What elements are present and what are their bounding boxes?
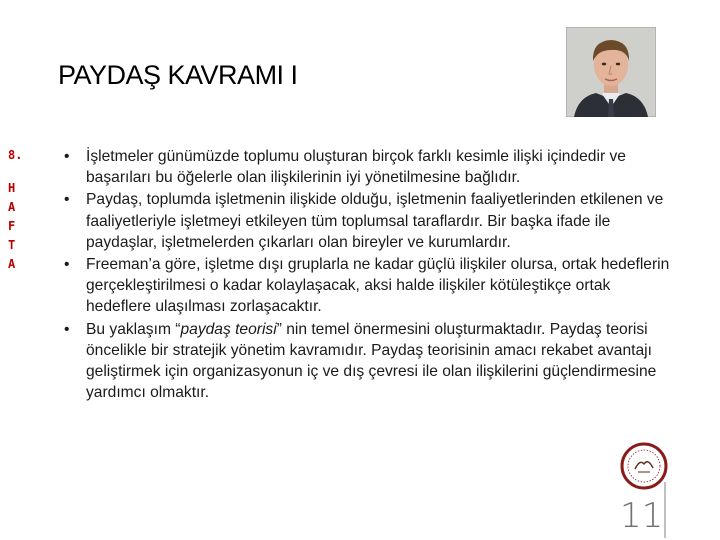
sidebar-letter: A	[8, 200, 16, 214]
bullet-icon: •	[64, 320, 70, 338]
bullet-text: İşletmeler günümüzde toplumu oluşturan birçok farklı kesimle ilişki içindedir ve başarıları bu öğelerle olan ilişkilerinin iyi yönetilmesine bağlıdır.	[86, 148, 626, 187]
page-number: 11	[620, 496, 664, 536]
bullet-item	[58, 254, 678, 318]
page-number-divider	[664, 482, 666, 538]
bullet-icon: •	[64, 256, 70, 274]
bullet-text-start: Bu yaklaşım “	[86, 320, 181, 338]
sidebar-letter: H	[8, 181, 16, 195]
bullet-icon: •	[64, 148, 70, 165]
bullet-text-end: ” nin temel önermesini oluşturmaktadır. Paydaş teorisi öncelikle bir stratejik yönetim kavramıdır. Paydaş teorisinin amacı rekabet avantajı geliştirmek için organizasyonun iç ve dış çevresi ile olan ilişkilerini güçlendirmesine yardımcı olmaktır.	[86, 320, 657, 402]
slide-title: PAYDAŞ KAVRAMI I	[58, 60, 298, 90]
sidebar-number: 8.	[8, 148, 23, 162]
bullet-icon: •	[64, 191, 70, 209]
bullet-item	[58, 146, 678, 188]
portrait-photo	[566, 27, 656, 117]
sidebar-letter: A	[8, 257, 16, 271]
sidebar-week-label	[8, 148, 28, 274]
bullet-item	[58, 189, 678, 253]
sidebar-letter: F	[8, 219, 16, 233]
bullet-text: Freeman’a göre, işletme dışı gruplarla ne kadar güçlü ilişkiler olursa, ortak hedeflerin gerçekleştirilmesi o kadar kolaylaşacak, aksi halde ilişkiler kötüleştikçe ortak hedeflere ulaşılması zorlaşacaktır.	[86, 256, 670, 316]
bullet-emphasis: paydaş teorisi	[180, 320, 277, 338]
university-seal-icon	[620, 442, 668, 490]
bullet-list	[58, 146, 678, 404]
sidebar-letter: T	[8, 238, 16, 252]
bullet-item	[58, 319, 678, 404]
bullet-text: Paydaş, toplumda işletmenin ilişkide olduğu, işletmenin faaliyetlerinden etkilenen ve faaliyetleriyle işletmeyi etkileyen tüm toplumsal taraflardır. Bir başka ifade ile paydaşlar, işletmelerden çıkarları olan bireyler ve kurumlardır.	[86, 191, 664, 251]
